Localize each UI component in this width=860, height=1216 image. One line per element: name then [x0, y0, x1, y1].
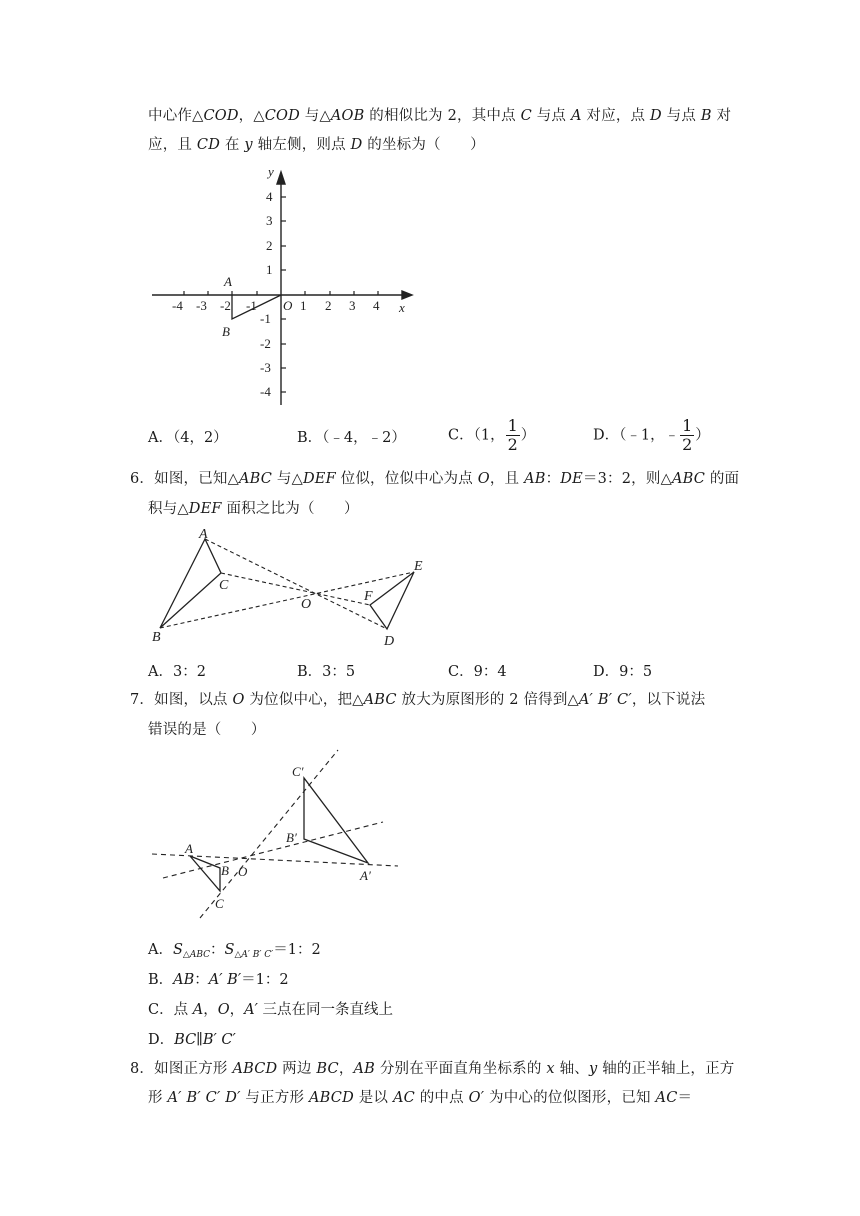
q6-figure: [148, 525, 438, 650]
x-tick: -1: [246, 298, 257, 313]
y-tick: -1: [260, 311, 271, 326]
q6-option-d[interactable]: D．9：5: [593, 664, 653, 680]
point-a-prime-label: A′: [360, 868, 371, 883]
q6-line-1: 6．如图，已知△ABC 与△DEF 位似，位似中心为点 O，且 AB：DE＝3：2，则△ABC 的面: [130, 471, 740, 487]
q5-option-b[interactable]: B．（﹣4，﹣2）: [297, 430, 406, 446]
y-tick: 4: [266, 189, 273, 204]
q5-line-2: 应，且 CD 在 y 轴左侧，则点 D 的坐标为（ ）: [148, 137, 485, 153]
point-o-label: O: [238, 864, 248, 879]
y-tick: -3: [260, 360, 271, 375]
point-a-label: A: [199, 527, 208, 542]
point-c-label: C: [215, 896, 224, 911]
q6-option-b[interactable]: B．3：5: [297, 664, 356, 680]
q7-figure: [148, 748, 408, 923]
point-f-label: F: [364, 589, 373, 604]
x-tick: 1: [300, 298, 307, 313]
y-tick: 2: [266, 238, 273, 253]
point-b-prime-label: B′: [286, 830, 297, 845]
y-tick: -2: [260, 336, 271, 351]
y-tick: 3: [266, 213, 273, 228]
q5-option-d[interactable]: D．（﹣1，﹣ $\frac{1}{2}$ ）: [593, 416, 710, 454]
q5-coordinate-graph: [140, 160, 430, 410]
x-tick: 2: [325, 298, 332, 313]
point-a-label: A: [224, 274, 232, 289]
point-b-label: B: [221, 863, 229, 878]
y-axis-label: y: [268, 164, 274, 179]
q5-option-a[interactable]: A．（4，2）: [148, 430, 228, 446]
point-b-label: B: [152, 630, 161, 645]
x-axis-label: x: [399, 300, 405, 315]
point-e-label: E: [414, 559, 423, 574]
q8-line-1: 8．如图正方形 ABCD 两边 BC，AB 分别在平面直角坐标系的 x 轴、y 轴的正半轴上，正方: [130, 1061, 735, 1077]
y-tick: -4: [260, 384, 271, 399]
q5-option-c[interactable]: C．（1， $\frac{1}{2}$ ）: [448, 416, 536, 454]
point-o-label: O: [301, 597, 312, 612]
q7-option-b[interactable]: B．AB：A′ B′＝1：2: [148, 972, 289, 988]
q7-option-a[interactable]: A．$S_{\triangle ABC}$：$S_{\triangle A' B' C'}=1$：2: [148, 942, 321, 960]
q5-line-1: 中心作△COD，△COD 与△AOB 的相似比为 2，其中点 C 与点 A 对应，点 D 与点 B 对: [148, 108, 732, 124]
point-a-label: A: [185, 841, 193, 856]
point-c-prime-label: C′: [292, 764, 304, 779]
q8-line-2: 形 A′ B′ C′ D′ 与正方形 ABCD 是以 AC 的中点 O′ 为中心的位似图形，已知 AC＝: [148, 1090, 693, 1106]
point-d-label: D: [384, 634, 395, 649]
q7-option-c[interactable]: C．点 A，O，A′ 三点在同一条直线上: [148, 1002, 393, 1018]
q6-option-c[interactable]: C．9：4: [448, 664, 507, 680]
q7-line-2: 错误的是（ ）: [148, 722, 266, 738]
x-tick: 3: [349, 298, 356, 313]
origin-label: O: [283, 298, 293, 313]
point-b-label: B: [222, 324, 230, 339]
y-tick: 1: [266, 262, 273, 277]
point-c-label: C: [219, 578, 229, 593]
q7-line-1: 7．如图，以点 O 为位似中心，把△ABC 放大为原图形的 2 倍得到△A′ B′ C′，以下说法: [130, 692, 706, 708]
x-tick: 4: [373, 298, 380, 313]
x-tick: -3: [196, 298, 207, 313]
q6-line-2: 积与△DEF 面积之比为（ ）: [148, 501, 359, 517]
x-tick: -4: [172, 298, 183, 313]
x-tick: -2: [220, 298, 231, 313]
q6-option-a[interactable]: A．3：2: [148, 664, 206, 680]
q7-option-d[interactable]: D．BC∥B′ C′: [148, 1032, 236, 1048]
